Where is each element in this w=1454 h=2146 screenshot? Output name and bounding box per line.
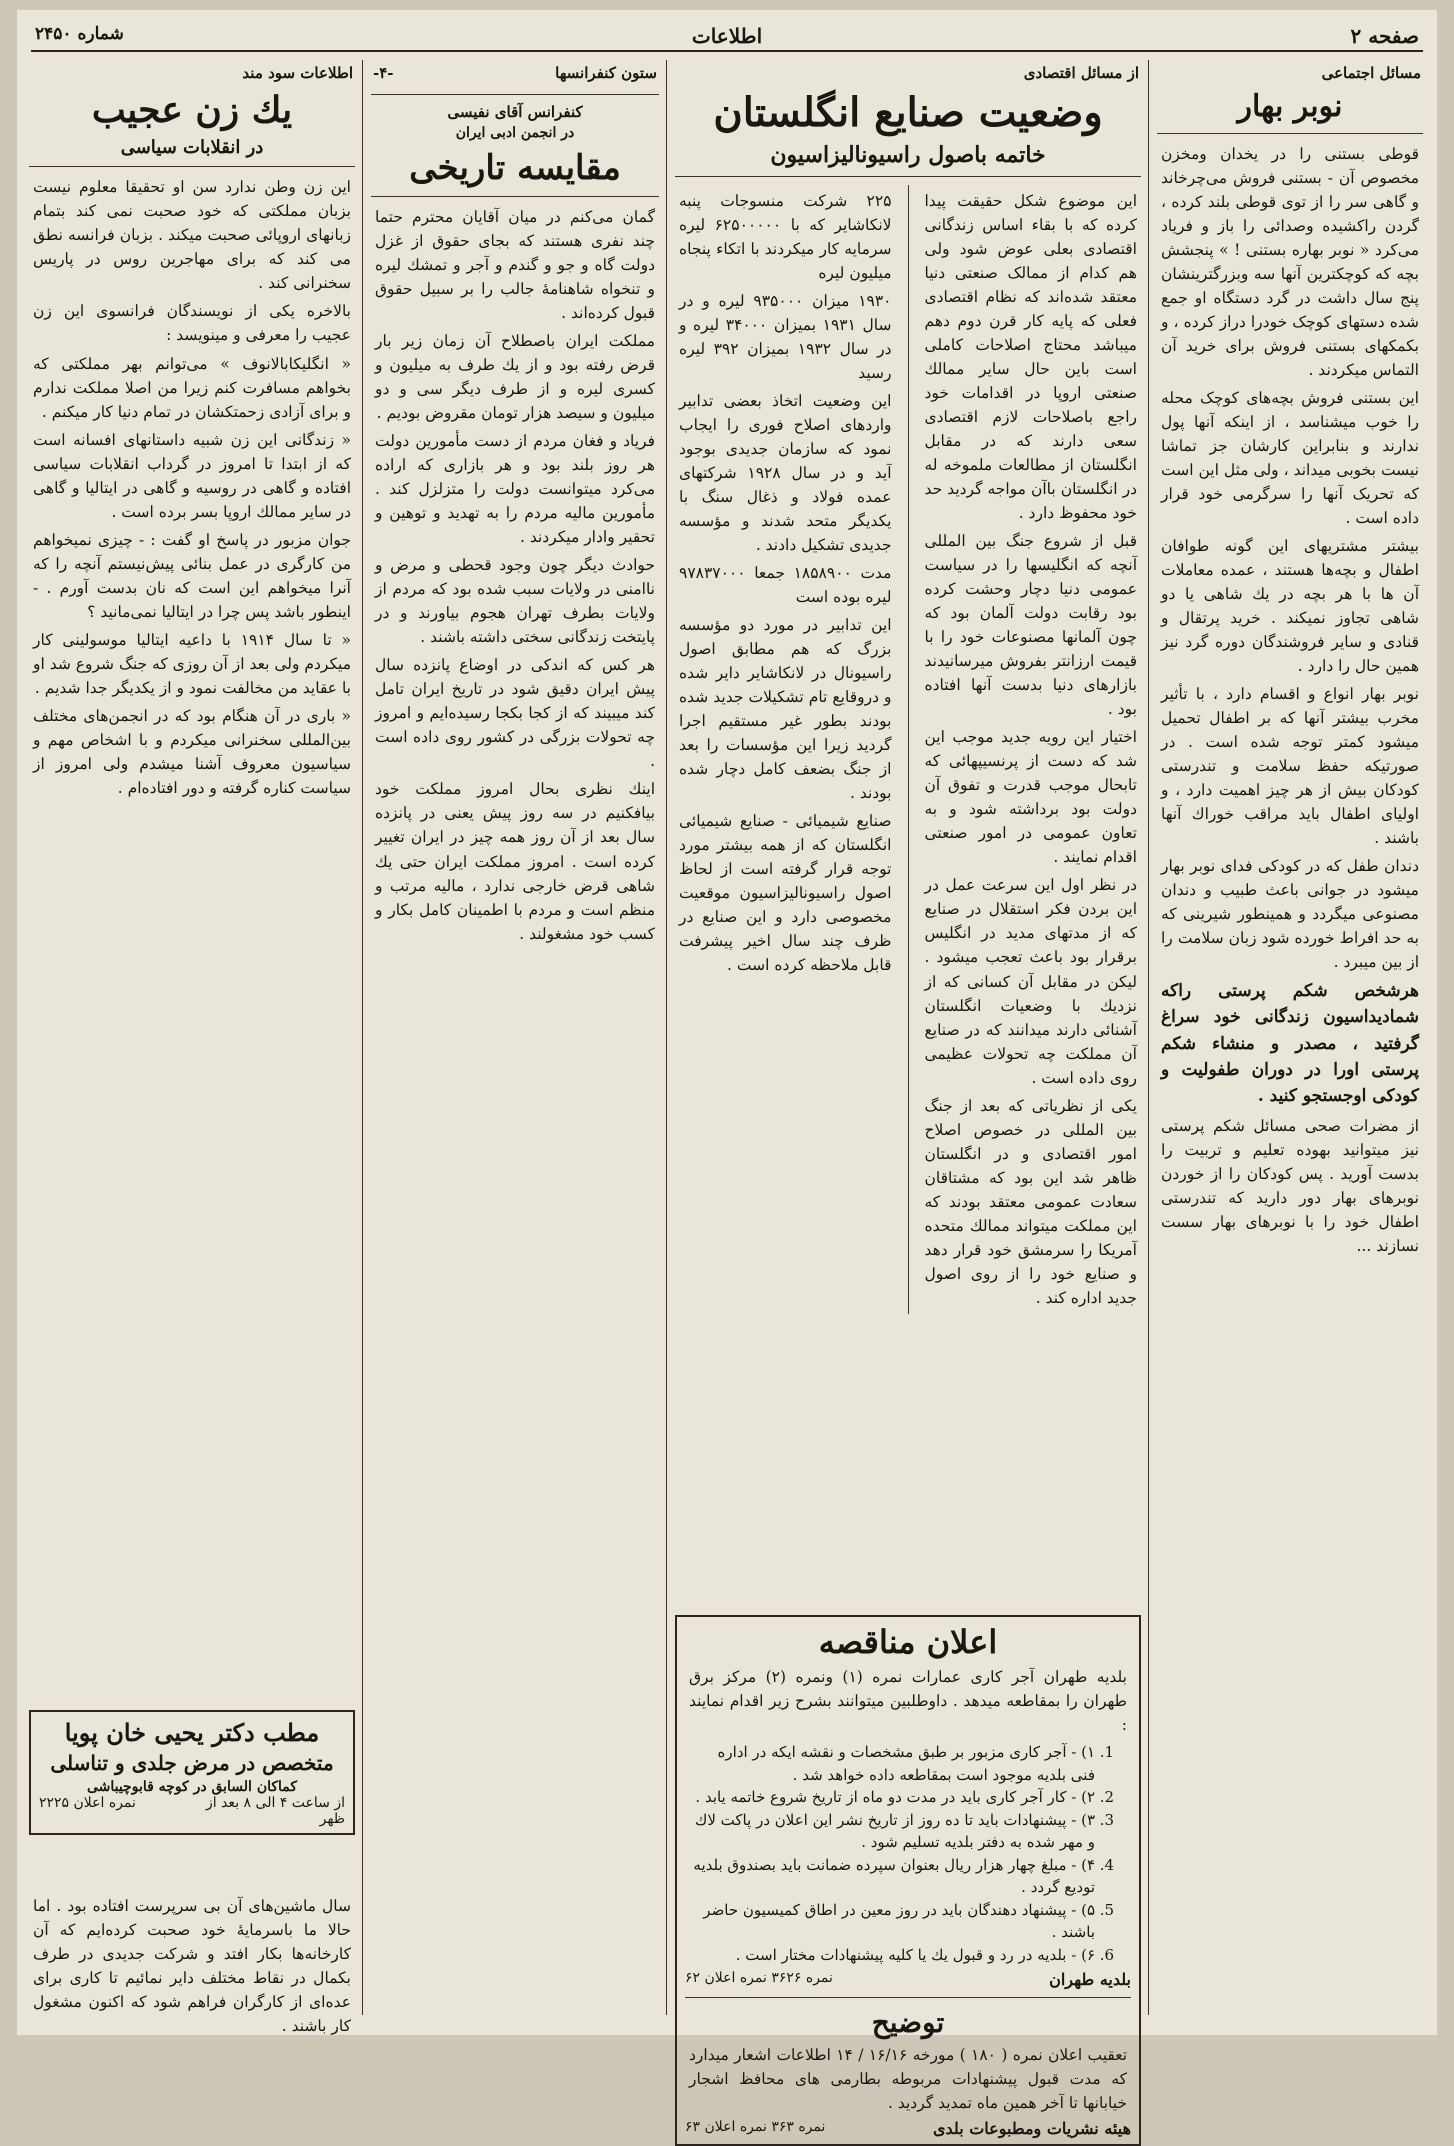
highlight-paragraph: هرشخص شکم پرستی راکه شمادیداسیون زندگانی خود سراغ گرفتید ، مصدر و منشاء شکم پرستی اورا در دوران طفولیت و کودکی اوجستجو کنید . <box>1161 981 1419 1107</box>
list-item: 3. ۳) - پیشنهادات باید تا ده روز از تاریخ نشر این اعلان در پاکت لاك و مهر شده به دفتر بلدیه تسلیم شود . <box>689 1809 1095 1854</box>
tender-ref: نمره ۳۶۲۶ نمره اعلان ۶۲ <box>685 1970 833 1987</box>
page-number: صفحه ۲ <box>1350 24 1419 48</box>
paragraph: گمان می‌کنم در میان آقایان محترم حتما چند نفری هستند که بجای حقوق از غزل دولت گاه و جو و گندم و آجر و تمشك لیره و تنخواه شاهنامهٔ جالب را بر سبیل حقوق قبول کرده‌اند . <box>375 208 655 323</box>
ad-specialty: متخصص در مرض جلدی و تناسلی <box>50 1751 334 1775</box>
column-header <box>371 60 659 86</box>
paragraph: صنایع شیمیائی - صنایع شیمیائی انگلستان که از همه بیشتر مورد توجه قرار گرفته است از لحاظ اصول راسیونالیزاسیون موقعیت مخصوصی دارد و این صنایع در ظرف چند سال اخیر پیشرفت قابل ملاحظه کرده است . <box>679 812 892 975</box>
notice-text: تعقیب اعلان نمره ( ۱۸۰ ) مورخه ۱۶/۱۶ / ۱۴ اطلاعات اشعار میدارد که مدت قبول پیشنهادات مربوطه بطارمی های محافظ اشجار خیابانها تا آخر همین ماه تمدید گردید . <box>689 2046 1128 2113</box>
paragraph: فریاد و فغان مردم از دست مأمورین دولت هر روز بلند بود و هر بازاری که اراده می‌کرد میتوانست دولت را متزلزل کند . مأمورین مالیه مردم را به تهدید و توهین و تحقیر وادار میکردند . <box>375 432 655 547</box>
section-label: مسائل اجتماعی <box>1321 64 1421 82</box>
list-item: 6. ۶) - بلدیه در رد و قبول یك یا کلیه پیشنهادات مختار است . <box>689 1944 1095 1967</box>
paragraph: سال ماشین‌های آن بی سرپرست افتاده بود . اما حالا ما باسرمایهٔ خود صحبت کرده‌ایم که آن کارخانه‌ها بکار افتد و شرکت جدیدی در طرف بکمال در نقاط مختلف دایر نمائیم تا کاری برای عده‌ای از کارگران فراهم شود که اکنون مشغول کار باشند . <box>33 1897 351 2036</box>
tender-intro: بلدیه طهران آجر کاری عمارات نمره (۱) ونمره (۲) مرکز برق طهران را بمقاطعه میدهد . داوطلبین میتوانند بشرح زیر اقدام نمایند : <box>689 1668 1127 1735</box>
paper-name: اطلاعات <box>691 24 763 48</box>
paragraph: « باری در آن هنگام بود که در انجمن‌های مختلف بین‌المللی سخنرانی میکردم و با اشخاص مهم و سیاسیون معروف آشنا میشدم ولی امروز از سیاست کناره گرفته و دور افتاده‌ام . <box>33 706 351 797</box>
ad-title: مطب دکتر یحیی خان پویا <box>64 1718 320 1747</box>
column-number: -۴- <box>373 64 394 82</box>
notice-ref: نمره ۳۶۳ نمره اعلان ۶۳ <box>685 2119 826 2136</box>
masthead <box>31 24 1423 52</box>
paragraph: این بستنی فروش بچه‌های کوچک محله را خوب میشناسد ، از اینکه آنها پول ندارند و بنابراین کارشان جز تماشا نیست بخوبی میداند ، ولی مثل این است که تحریک آنها را سرگرمی خود قرار داده است . <box>1161 388 1419 527</box>
ad-box <box>29 1710 355 1835</box>
divider <box>685 1997 1131 1998</box>
issue-number: شماره ۲۴۵۰ <box>35 24 124 44</box>
section-label: از مسائل اقتصادی <box>1023 64 1139 82</box>
tender-signature: بلدیه طهران <box>1049 1970 1131 1990</box>
column-rule <box>1148 60 1149 2015</box>
article-subhead: خاتمه باصول راسیونالیزاسیون <box>770 142 1046 168</box>
article-subhead: در انقلابات سیاسی <box>120 137 264 159</box>
statistic: ۲۲۵ شرکت منسوجات پنبه لانکاشایر که با ۶۲۵۰۰۰۰۰ لیره سرمایه کار میکردند با اتکاء پنجاه میلیون لیره <box>679 192 892 283</box>
notice-footer <box>685 2119 1131 2138</box>
paragraph: این موضوع شکل حقیقت پیدا کرده که با بقاء اساس زندگانی اقتصادی بعلی عوض شود ولی هم کدام از ممالک صنعتی دنیا معتقد شده‌اند که نظام اقتصادی فعلی که پایه کار قرن دوم دهم میباشد محتاج اصلاحات کاملی است باین حال سایر ممالك صنعتی اروپا در اقدامات خود راجع باصلاحات لازم اقتصادی سعی دارند که در مقابل انگلستان از مطالعات ملموخه له در انگلستان باآن مواجه گردید حد خود محفوظ دارد . <box>924 192 1137 523</box>
paragraph: مملکت ایران باصطلاح آن زمان زیر بار قرض رفته بود و از یك طرف به میلیون و کسری لیره و از طرف دیگر سی و دو میلیون و سیصد هزار تومان مقروض بودیم . <box>375 332 655 423</box>
tender-footer <box>685 1970 1131 1989</box>
article-title: نوبر بهار <box>1237 89 1343 124</box>
column-social <box>1157 60 1423 2015</box>
column-rule <box>362 60 363 2015</box>
article-headline: مقایسه تاریخی <box>409 148 621 188</box>
paragraph: دندان طفل که در کودکی فدای نوبر بهار میشود در جوانی باعث طبیب و دندان مصنوعی میگردد و همینطور شیرینی که به حد افراط خورده شود زبان سلامت را از بین میبرد . <box>1161 856 1419 972</box>
paragraph: « انگلیکابالانوف » می‌توانم بهر مملکتی که بخواهم مسافرت کنم زیرا من اصلا مملکت ندارم و برای آزادی زحمتکشان در تمام دنیا کار میکنم . <box>33 354 351 421</box>
paragraph: این وضعیت اتخاذ بعضی تدابیر واردهای اصلاح فوری را ایجاب نمود که سازمان جدیدی بوجود آید و در سال ۱۹۲۸ شرکتهای عمده فولاد و ذغال سنگ با یکدیگر متحد شدند و مؤسسه جدیدی تشکیل دادند . <box>679 392 892 555</box>
paragraph: جوان مزبور در پاسخ او گفت : - چیزی نمیخواهم من کارگری در عمل بنائی پیش‌نیستم آنچه را که آنرا میخواهم این است که نان بدست آورم . - اینطور باشد پس چرا در ایتالیا نمی‌مانید ؟ <box>33 530 351 621</box>
newspaper-page <box>17 10 1437 2139</box>
paragraph: هر کس که اندکی در اوضاع پانزده سال پیش ایران دقیق شود در تاریخ ایران تامل کند میبیند که از کجا بکجا رسیده‌ایم و امروز چه تحولات بزرگی در کشور روی داده است . <box>375 656 655 771</box>
ad-address: کماکان السابق در کوچه قابوچیباشی <box>86 1779 298 1795</box>
conference-venue: در انجمن ادبی ایران <box>455 125 575 141</box>
ad-hours: از ساعت ۴ الی ۸ بعد از ظهر <box>205 1795 345 1827</box>
doctor-ad <box>29 1710 355 1880</box>
paragraph: اینك نظری بحال امروز مملکت خود بیافکنیم در سه روز پیش یعنی در پانزده سال بعد از آن روز همه چیز در ایران تغییر کرده است . امروز مملکت ایران حتی یك شاهی قرض خارجی ندارد ، مالیه مرتب و منظم است و مردم با اطمینان کامل بکار و کسب خود مشغولند . <box>375 780 655 943</box>
inner-rule <box>908 185 909 1314</box>
paragraph: قبل از شروع جنگ بین المللی آنچه که انگلیسها را در سیاست عمومی دنیا دچار وحشت کرده بود رقابت دولت آلمان بود که چون آلمانها مصنوعات خود را با قیمت ارزانتر بفروش میرسانیدند بازارهای دنیا بدست آنها افتاده بود . <box>924 532 1137 719</box>
two-column-body <box>675 185 1141 1314</box>
conference-speaker: کنفرانس آقای نفیسی <box>447 103 583 121</box>
paragraph: نوبر بهار انواع و اقسام دارد ، با تأثیر مخرب بیشتر آنها که بر اطفال تحمیل میشود کمتر توجه شده است . در صورتیکه حفظ سلامت و تندرستی کودکان بیش از هر چیز اهمیت دارد ، و اولیای اطفال باید مراقب خوراك آنها باشند . <box>1161 684 1419 847</box>
article-headline: یك زن عجیب <box>91 89 293 131</box>
paragraph: بیشتر مشتریهای این گونه طوافان اطفال و بچه‌ها هستند ، عمده معاملات آن ها با هر بچه در یك شاهی یا دو شاهی تجاوز نمیکند . خرید پرتقال و قنادی و سایر فروشندگان دوره گرد نیز همین حال را دارد . <box>1161 536 1419 675</box>
paragraph: این تدابیر در مورد دو مؤسسه بزرگ که هم مطابق اصول راسیونال در لانکاشایر دایر شده و دروقایع تام تشکیلات جدید شده بودند بطور غیر مستقیم اجرا گردید زیرا این مؤسسات را بعد از جنگ بضعف کامل دچار شده بودند . <box>679 616 892 803</box>
column-useful-info-bottom <box>29 1890 355 2036</box>
column-rule <box>666 60 667 2015</box>
paragraph: در نظر اول این سرعت عمل در این بردن فکر استقلال در صنایع که از مدتهای مدید در انگلیس برقرار بود باعث تعجب میشود . لیکن در مقابل آن کسانی که از نزدیك با وضعیات انگلستان آشنائی دارند میدانند که در صنایع آن مملکت چه تحولات عظیمی روی داده است . <box>924 876 1137 1087</box>
divider <box>1157 133 1423 134</box>
article-headline: وضعیت صنایع انگلستان <box>713 89 1103 136</box>
divider <box>371 196 659 197</box>
paragraph: از مضرات صحی مسائل شکم پرستی نیز میتوانید بهوده تعلیم و تربیت را بدست آورید . پس کودکان را از خوردن نوبرهای بهار دور دارید که تندرستی اطفال خود را با نوبرهای بهار سست نسازند ... <box>1161 1116 1419 1255</box>
paragraph: اختیار این رویه جدید موجب این شد که دست از پرنسیپهائی که تابحال موجب قدرت و تفوق آن دولت بود برداشته شود و به تعاون عمومی در امور صنعتی اقدام نمایند . <box>924 728 1137 867</box>
tender-box <box>675 1615 1141 2146</box>
ad-ref: نمره اعلان ۲۲۲۵ <box>39 1795 136 1811</box>
paragraph: قوطی بستنی را در یخدان ومخزن مخصوص آن - بستنی فروش می‌چرخاند و گاهی سر را از توی قوطی بلند کرده ، گردن راکشیده وصدائی را باز و فریاد می‌کرد « نوبر بهاره بستنی ! » پنجشش بچه که کوچکترین آنها سه وبزرگترینشان پنج سال داشت در گرد دستگاه او جمع شده دستهای کوچک خودرا دراز کرده ، و بکمکهای بستنی فروش برای خرید آن التماس میکردند . <box>1161 144 1419 379</box>
notice-title: توضیح <box>871 2006 945 2040</box>
column-economics <box>675 60 1141 1605</box>
tender-items <box>689 1741 1113 1966</box>
list-item: 5. ۵) - پیشنهاد دهندگان باید در روز معین در اطاق کمیسیون حاضر باشند . <box>689 1899 1095 1944</box>
list-item: 4. ۴) - مبلغ چهار هزار ریال بعنوان سپرده ضمانت باید بصندوق بلدیه تودیع گردد . <box>689 1854 1095 1899</box>
list-item: 1. ۱) - آجر کاری مزبور بر طبق مشخصات و نقشه ایکه در اداره فنی بلدیه موجود است بمقاطعه داده خواهد شد . <box>689 1741 1095 1786</box>
divider <box>29 166 355 167</box>
paragraph: « زندگانی این زن شبیه داستانهای افسانه است که از ابتدا تا امروز در گرداب انقلابات سیاسی افتاده و گاهی در روسیه و گاهی در ایتالیا و گاهی در سایر ممالك اروپا بسر برده است . <box>33 430 351 521</box>
column-title: ستون کنفرانسها <box>555 64 657 82</box>
paragraph: یکی از نظریاتی که بعد از جنگ بین المللی در خصوص اصلاح امور اقتصادی و در انگلستان ظاهر شد این بود که مشتاقان سعادت عمومی معتقد بودند که این مملکت میتواند ممالك متحده آمریکا را سرمشق خود قرار دهد و صنایع خود را از روی اصول جدید اداره کند . <box>924 1096 1137 1307</box>
paragraph: « تا سال ۱۹۱۴ با داعیه ایتالیا موسولینی کار میکردم ولی بعد از آن روزی که جنگ شروع شد او با عقاید من مخالفت نمود و از یکدیگر جدا شدیم . <box>33 630 351 697</box>
column-title: اطلاعات سود مند <box>242 64 353 82</box>
paragraph: حوادث دیگر چون وجود قحطی و مرض و ناامنی در ولایات سبب شده بود که مردم از ولایات بطرف تهران هجوم بیاورند و در پایتخت زندگانی سختی داشته باشند . <box>375 556 655 647</box>
divider <box>675 176 1141 177</box>
column-conferences <box>371 60 659 2015</box>
ad-footer <box>39 1795 345 1827</box>
tender-notice <box>675 1615 1141 2139</box>
list-item: 2. ۲) - کار آجر کاری باید در مدت دو ماه از تاریخ شروع خاتمه یابد . <box>689 1786 1095 1809</box>
divider <box>371 94 659 95</box>
tender-title: اعلان مناقصه <box>818 1623 998 1661</box>
paragraph: این زن وطن ندارد سن او تحقیقا معلوم نیست بزبان مملکتی که خود صحبت نمی کند بتمام زبانهای اروپائی صحبت میکند . بزبان فرانسه نطق می کند که برای مهاجرین روس در پاریس سخنرانی کند . <box>33 178 351 293</box>
statistic: مدت ۱۸۵۸۹۰۰ جمعا ۹۷۸۳۷۰۰۰ لیره بوده است <box>679 564 892 607</box>
notice-signature: هیئه نشریات ومطبوعات بلدی <box>933 2119 1131 2139</box>
statistic: ۱۹۳۰ میزان ۹۳۵۰۰۰ لیره و در سال ۱۹۳۱ بمیزان ۳۴۰۰۰ لیره و در سال ۱۹۳۲ بمیزان ۳۹۲ لیره رسید <box>679 292 892 383</box>
paragraph: بالاخره یکی از نویسندگان فرانسوی این زن عجیب را معرفی و مینویسد : <box>33 302 351 345</box>
